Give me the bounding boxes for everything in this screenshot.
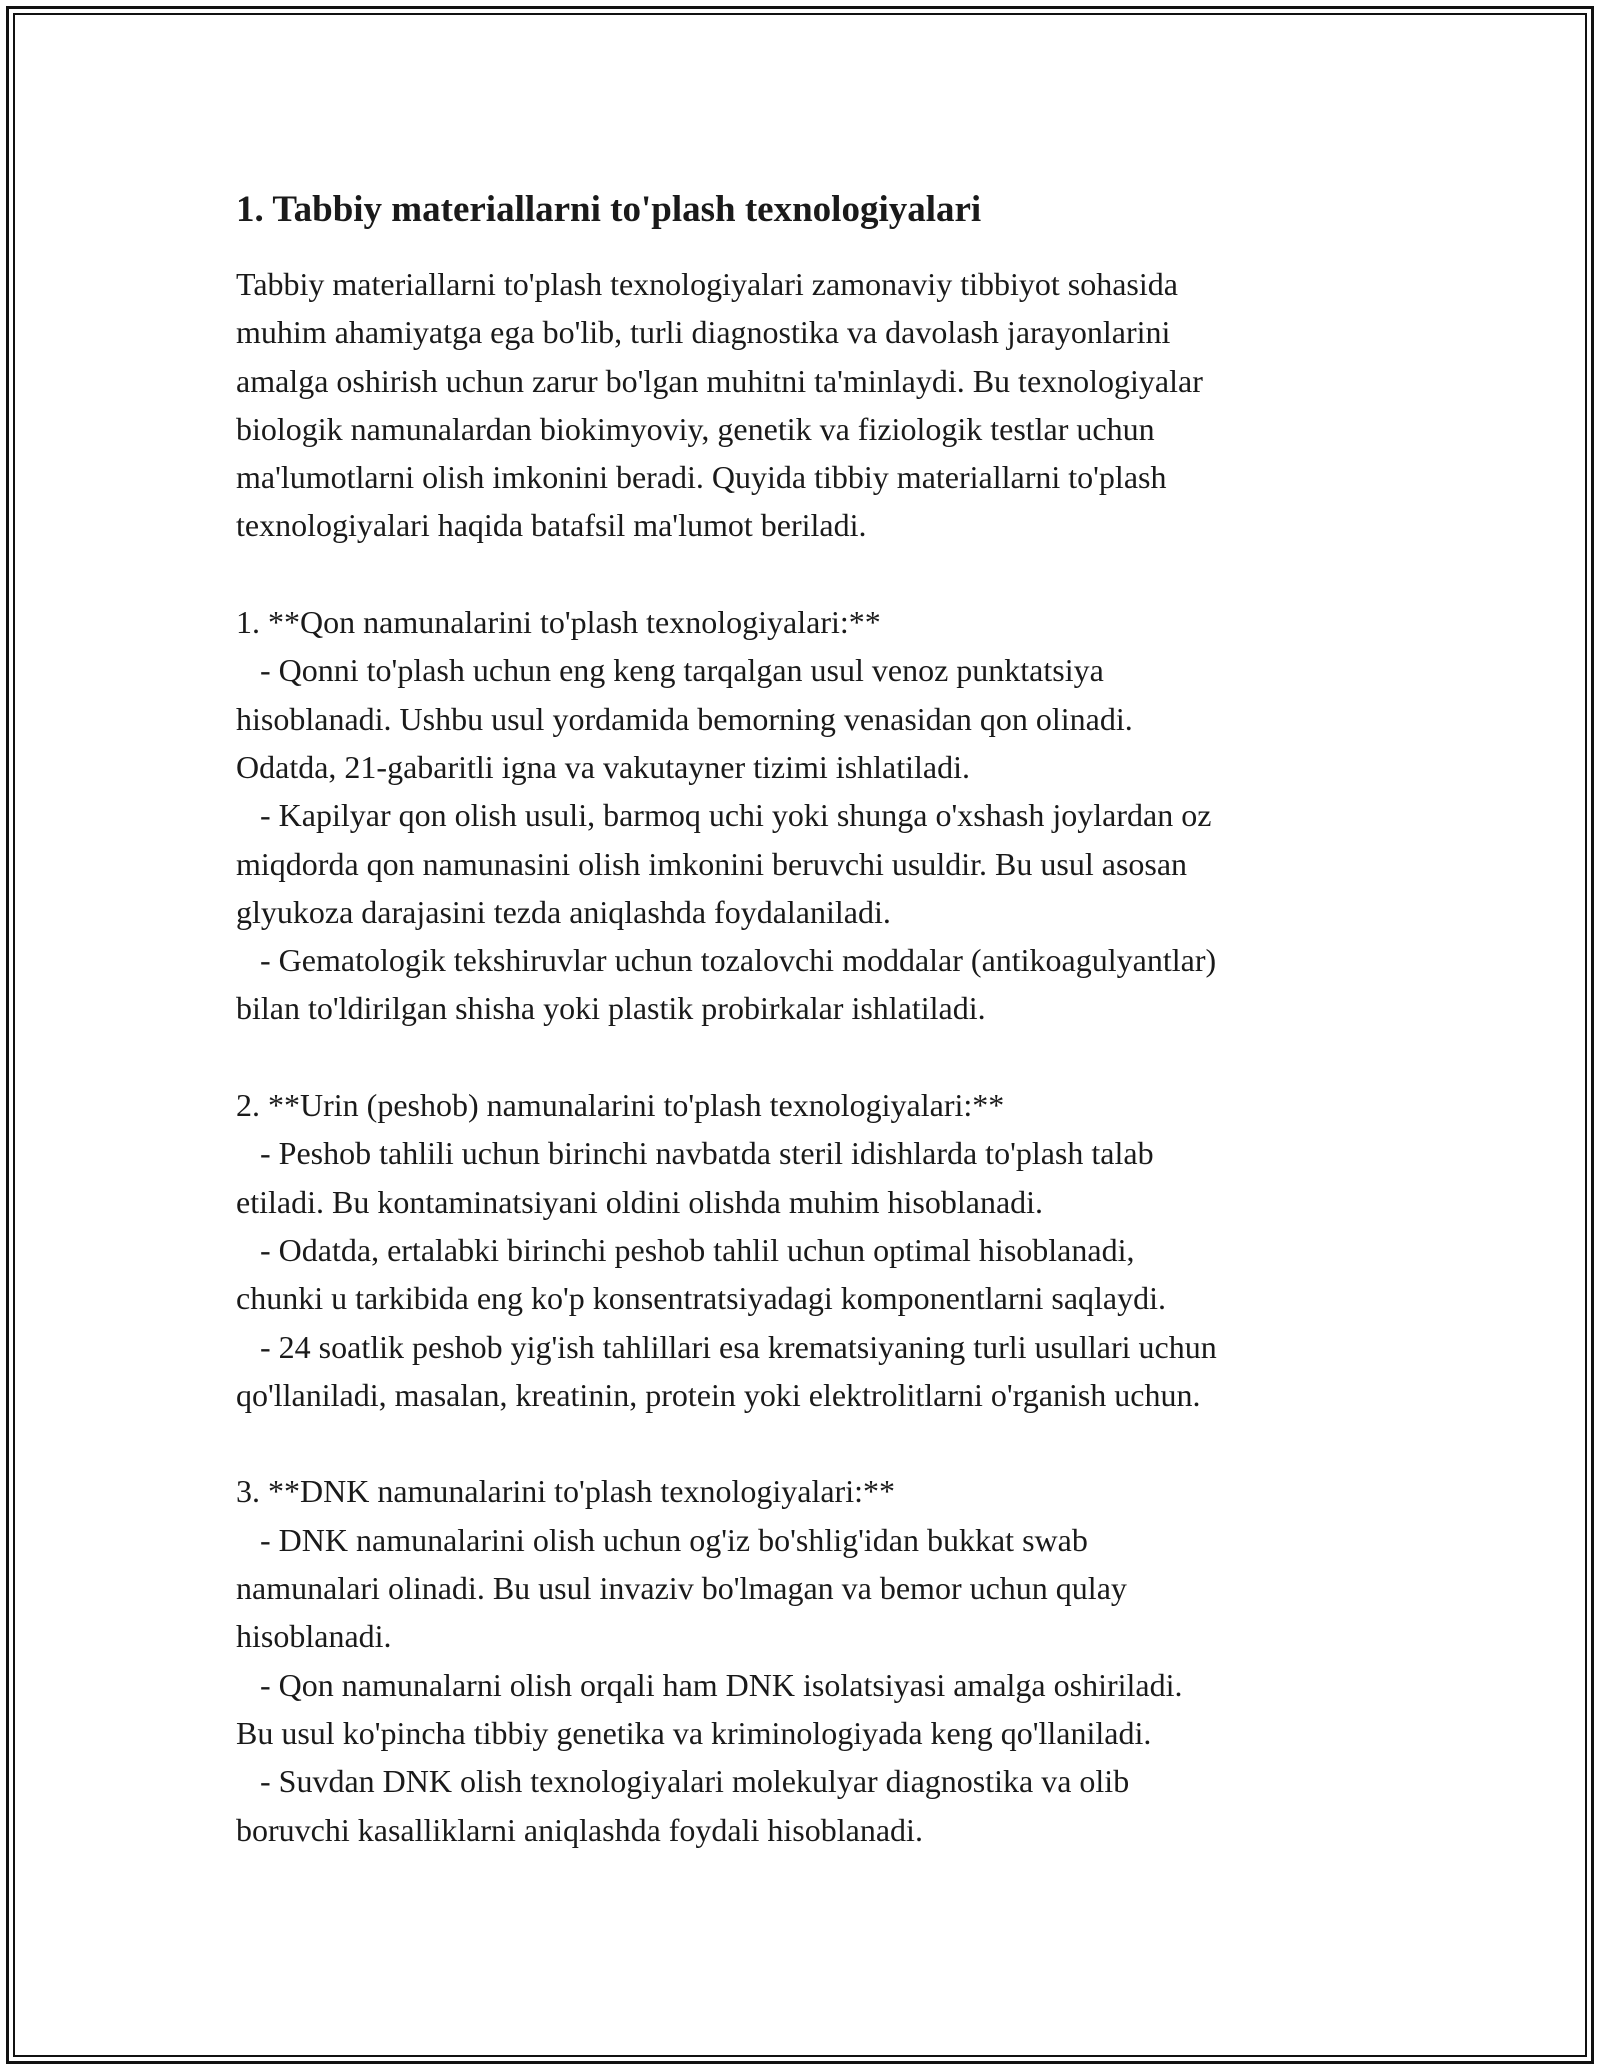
blank-line	[236, 1419, 1376, 1467]
urine-samples-section	[236, 1081, 1376, 1419]
text-line: - Qon namunalarni olish orqali ham DNK isolatsiyasi amalga oshiriladi.	[236, 1666, 1183, 1703]
blank-line	[236, 1033, 1376, 1081]
text-line: - 24 soatlik peshob yig'ish tahlillari esa krematsiyaning turli usullari uchun	[236, 1328, 1217, 1365]
text-line: etiladi. Bu kontaminatsiyani oldini olishda muhim hisoblanadi.	[236, 1183, 1044, 1220]
text-line: bilan to'ldirilgan shisha yoki plastik probirkalar ishlatiladi.	[236, 990, 986, 1027]
intro-paragraph	[236, 260, 1376, 550]
document-body	[236, 186, 1376, 1854]
text-line: - Odatda, ertalabki birinchi peshob tahlil uchun optimal hisoblanadi,	[236, 1231, 1135, 1268]
blood-samples-section	[236, 598, 1376, 1033]
text-line: chunki u tarkibida eng ko'p konsentratsiyadagi komponentlarni saqlaydi.	[236, 1280, 1166, 1317]
text-line: muhim ahamiyatga ega bo'lib, turli diagnostika va davolash jarayonlarini	[236, 314, 1171, 351]
text-line: namunalari olinadi. Bu usul invaziv bo'lmagan va bemor uchun qulay	[236, 1570, 1127, 1607]
text-line: - Peshob tahlili uchun birinchi navbatda steril idishlarda to'plash talab	[236, 1135, 1154, 1172]
text-line: - Qonni to'plash uchun eng keng tarqalgan usul venoz punktatsiya	[236, 652, 1104, 689]
text-line: Odatda, 21-gabaritli igna va vakutayner tizimi ishlatiladi.	[236, 748, 970, 785]
list-item-heading: 3. **DNK namunalarini to'plash texnologiyalari:**	[236, 1473, 895, 1510]
text-line: amalga oshirish uchun zarur bo'lgan muhitni ta'minlaydi. Bu texnologiyalar	[236, 362, 1203, 399]
text-line: hisoblanadi.	[236, 1618, 392, 1655]
section-heading: 1. Tabbiy materiallarni to'plash texnologiyalari	[236, 189, 982, 230]
text-line: qo'llaniladi, masalan, kreatinin, protein yoki elektrolitlarni o'rganish uchun.	[236, 1376, 1201, 1413]
text-line: - Kapilyar qon olish usuli, barmoq uchi yoki shunga o'xshash joylardan oz	[236, 797, 1212, 834]
text-line: boruvchi kasalliklarni aniqlashda foydali hisoblanadi.	[236, 1811, 923, 1848]
list-item-heading: 2. **Urin (peshob) namunalarini to'plash texnologiyalari:**	[236, 1087, 1005, 1124]
text-line: hisoblanadi. Ushbu usul yordamida bemorning venasidan qon olinadi.	[236, 700, 1133, 737]
text-line: texnologiyalari haqida batafsil ma'lumot beriladi.	[236, 507, 867, 544]
text-line: miqdorda qon namunasini olish imkonini beruvchi usuldir. Bu usul asosan	[236, 845, 1188, 882]
text-line: - Gematologik tekshiruvlar uchun tozalovchi moddalar (antikoagulyantlar)	[236, 942, 1217, 979]
text-line: ma'lumotlarni olish imkonini beradi. Quyida tibbiy materiallarni to'plash	[236, 459, 1167, 496]
dna-samples-section	[236, 1467, 1376, 1853]
text-line: glyukoza darajasini tezda aniqlashda foydalaniladi.	[236, 893, 891, 930]
text-line: Bu usul ko'pincha tibbiy genetika va kriminologiyada keng qo'llaniladi.	[236, 1714, 1152, 1751]
list-item-heading: 1. **Qon namunalarini to'plash texnologiyalari:**	[236, 604, 881, 641]
blank-line	[236, 550, 1376, 598]
text-line: - DNK namunalarini olish uchun og'iz bo'shlig'idan bukkat swab	[236, 1521, 1088, 1558]
text-line: - Suvdan DNK olish texnologiyalari molekulyar diagnostika va olib	[236, 1763, 1130, 1800]
text-line: biologik namunalardan biokimyoviy, genetik va fiziologik testlar uchun	[236, 410, 1155, 447]
text-line: Tabbiy materiallarni to'plash texnologiyalari zamonaviy tibbiyot sohasida	[236, 266, 1178, 302]
